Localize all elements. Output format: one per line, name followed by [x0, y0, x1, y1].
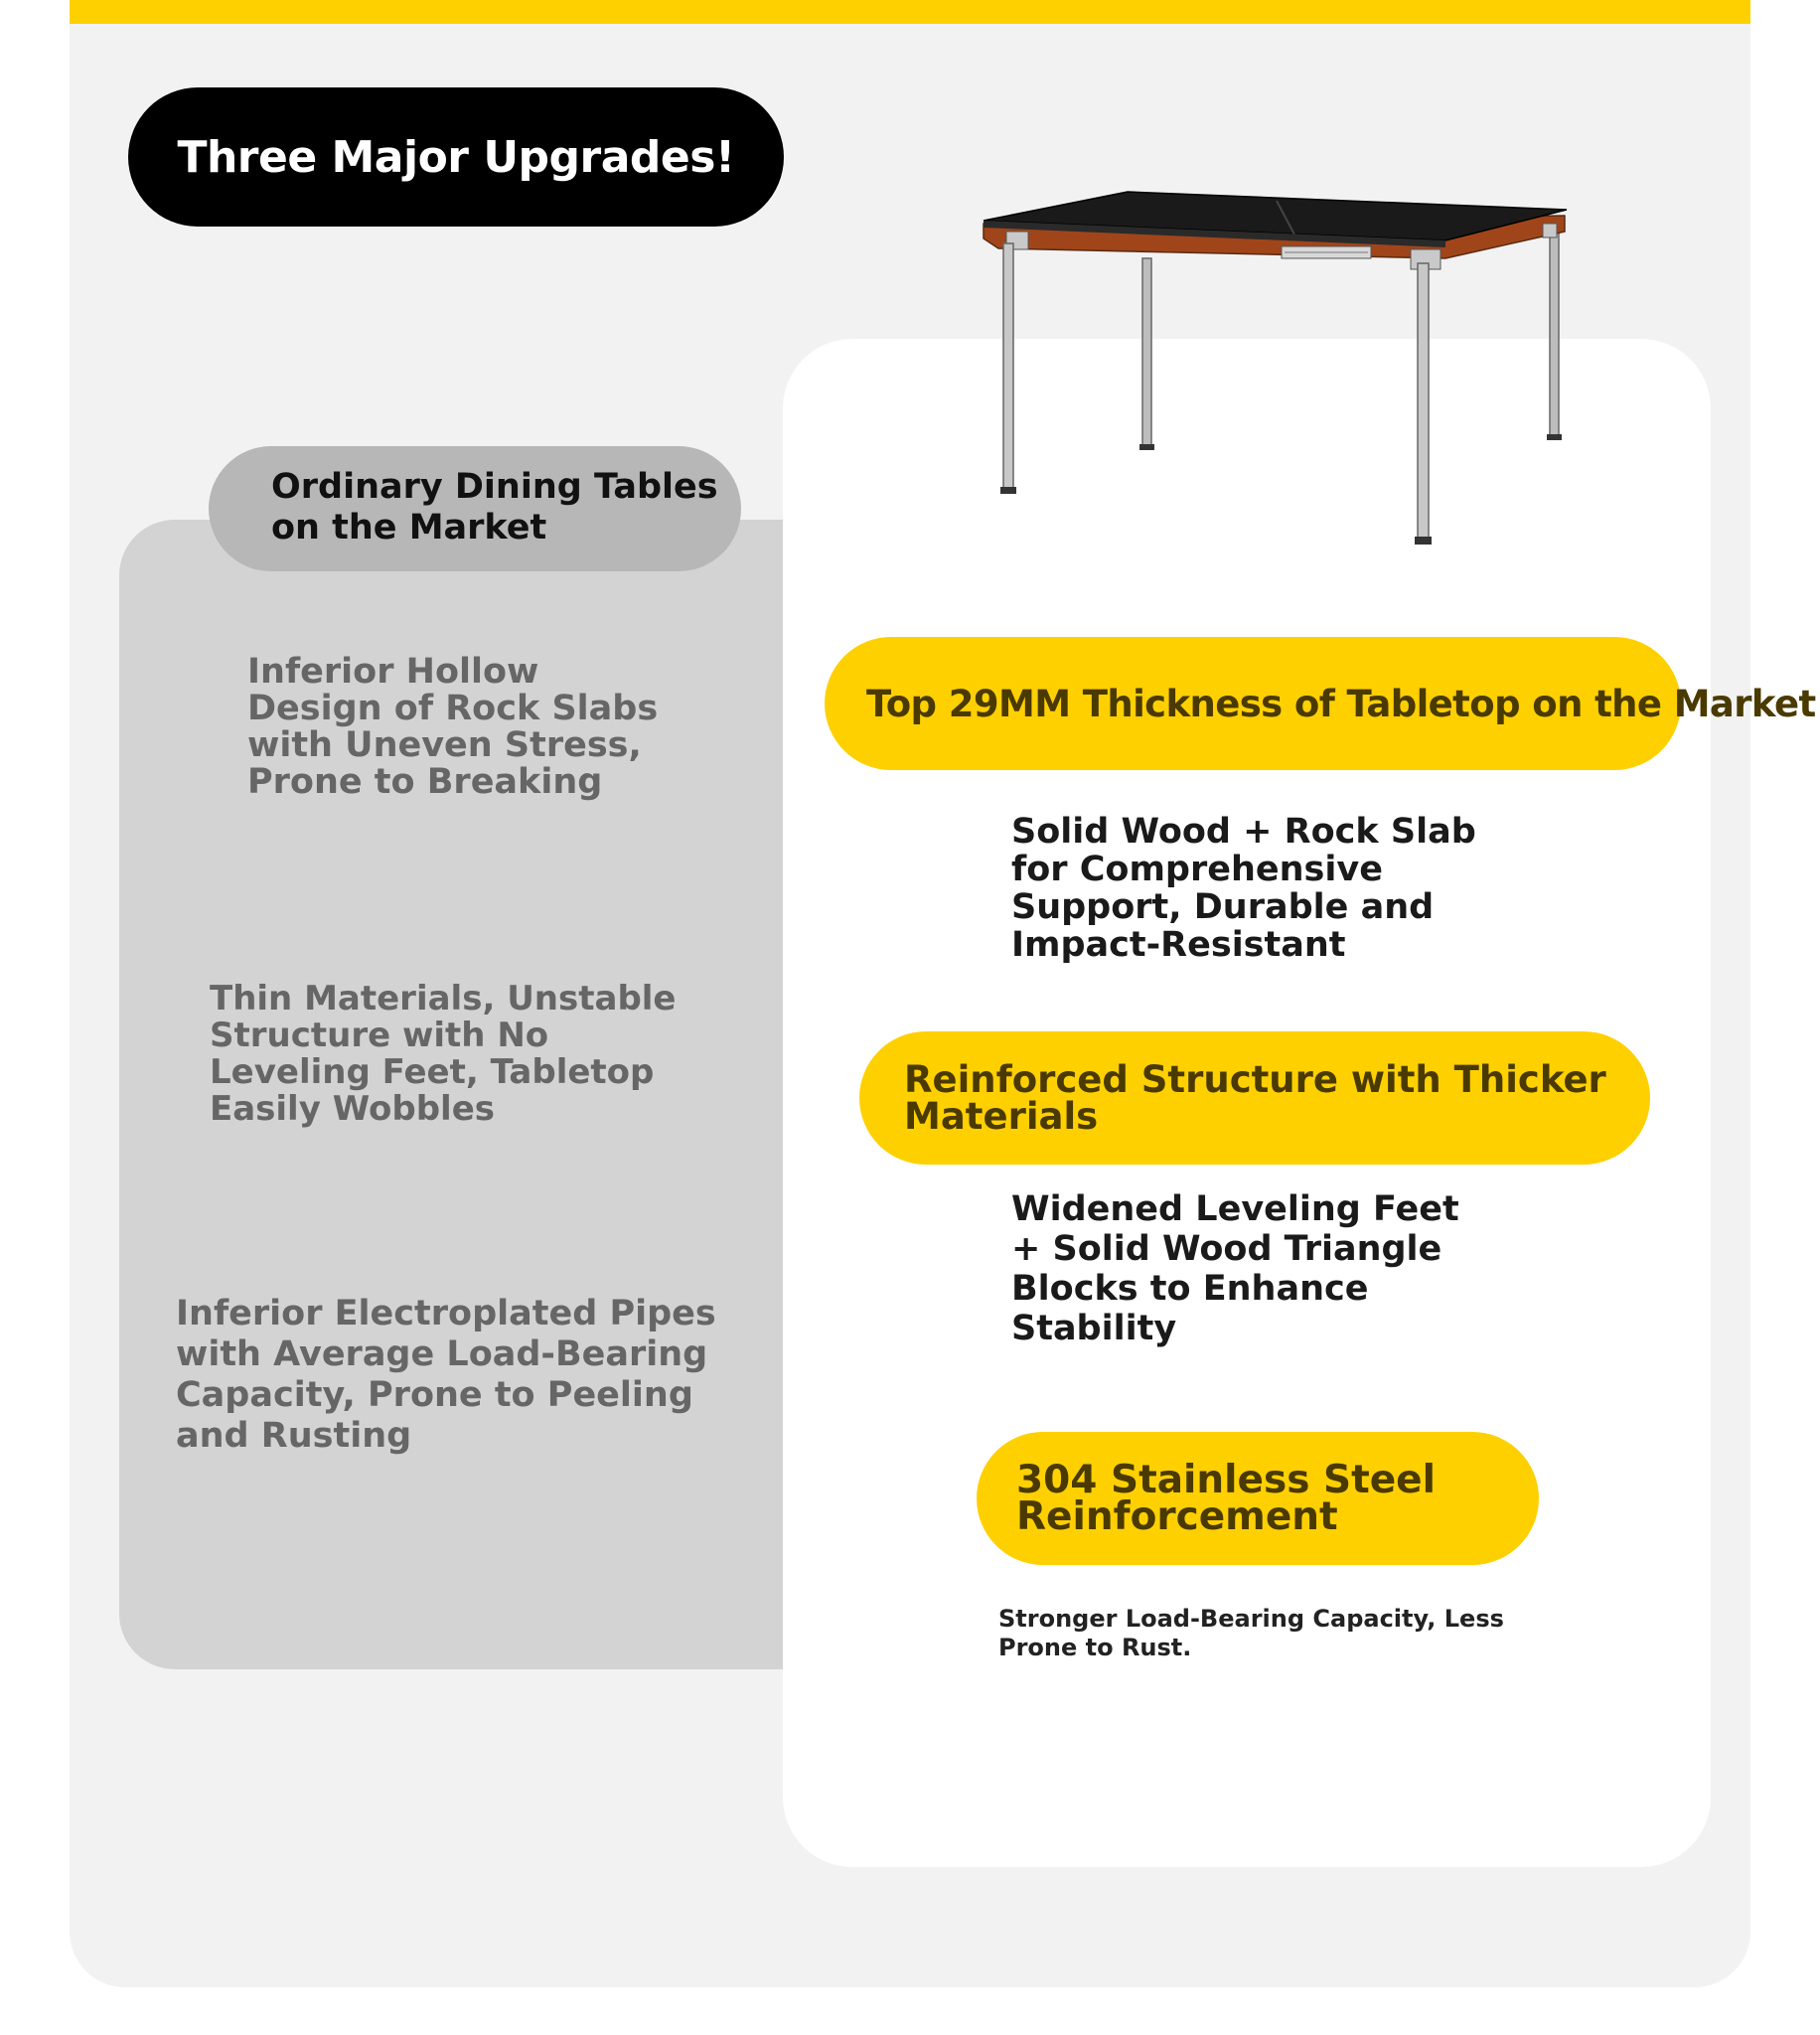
ordinary-drawback-1: Inferior Hollow Design of Rock Slabs with Uneven Stress, Prone to Breaking [247, 652, 659, 802]
upgrade-1-title: Top 29MM Thickness of Tabletop on the Market [866, 682, 1816, 725]
upgrade-1-description: Solid Wood + Rock Slab for Comprehensive Support, Durable and Impact-Resistant [1011, 812, 1476, 965]
ordinary-drawback-2: Thin Materials, Unstable Structure with No Leveling Feet, Tabletop Easily Wobbles [210, 979, 677, 1129]
ordinary-tables-heading: Ordinary Dining Tables on the Market [271, 467, 718, 548]
table-foot-back-right [1547, 434, 1562, 440]
table-foot-front-right [1415, 537, 1432, 545]
upgrade-2-title-pill [859, 1031, 1650, 1165]
table-leg-front-right [1418, 263, 1429, 542]
upgrade-2-description: Widened Leveling Feet + Solid Wood Triangle Blocks to Enhance Stability [1011, 1189, 1459, 1348]
upgrade-1-title-pill [825, 637, 1816, 770]
table-leg-back-left [1142, 258, 1151, 447]
dining-table-illustration [979, 184, 1575, 551]
table-foot-back-left [1139, 444, 1154, 450]
accent-top-bar [70, 0, 1750, 24]
table-foot-front-left [1000, 487, 1016, 494]
upgrade-3-description: Stronger Load-Bearing Capacity, Less Prone to Rust. [998, 1605, 1504, 1661]
ordinary-drawback-3: Inferior Electroplated Pipes with Average Load-Bearing Capacity, Prone to Peeling and Rusting [176, 1294, 716, 1456]
table-leg-back-right [1550, 219, 1559, 437]
page-title: Three Major Upgrades! [177, 131, 735, 183]
title-banner [128, 87, 784, 227]
upgrade-2-title: Reinforced Structure with Thicker Materials [904, 1058, 1606, 1138]
upgrade-3-title: 304 Stainless Steel Reinforcement [1016, 1458, 1436, 1539]
table-leg-front-left [1003, 243, 1013, 492]
corner-bracket-right [1543, 224, 1557, 237]
upgrade-3-title-pill [977, 1432, 1539, 1565]
